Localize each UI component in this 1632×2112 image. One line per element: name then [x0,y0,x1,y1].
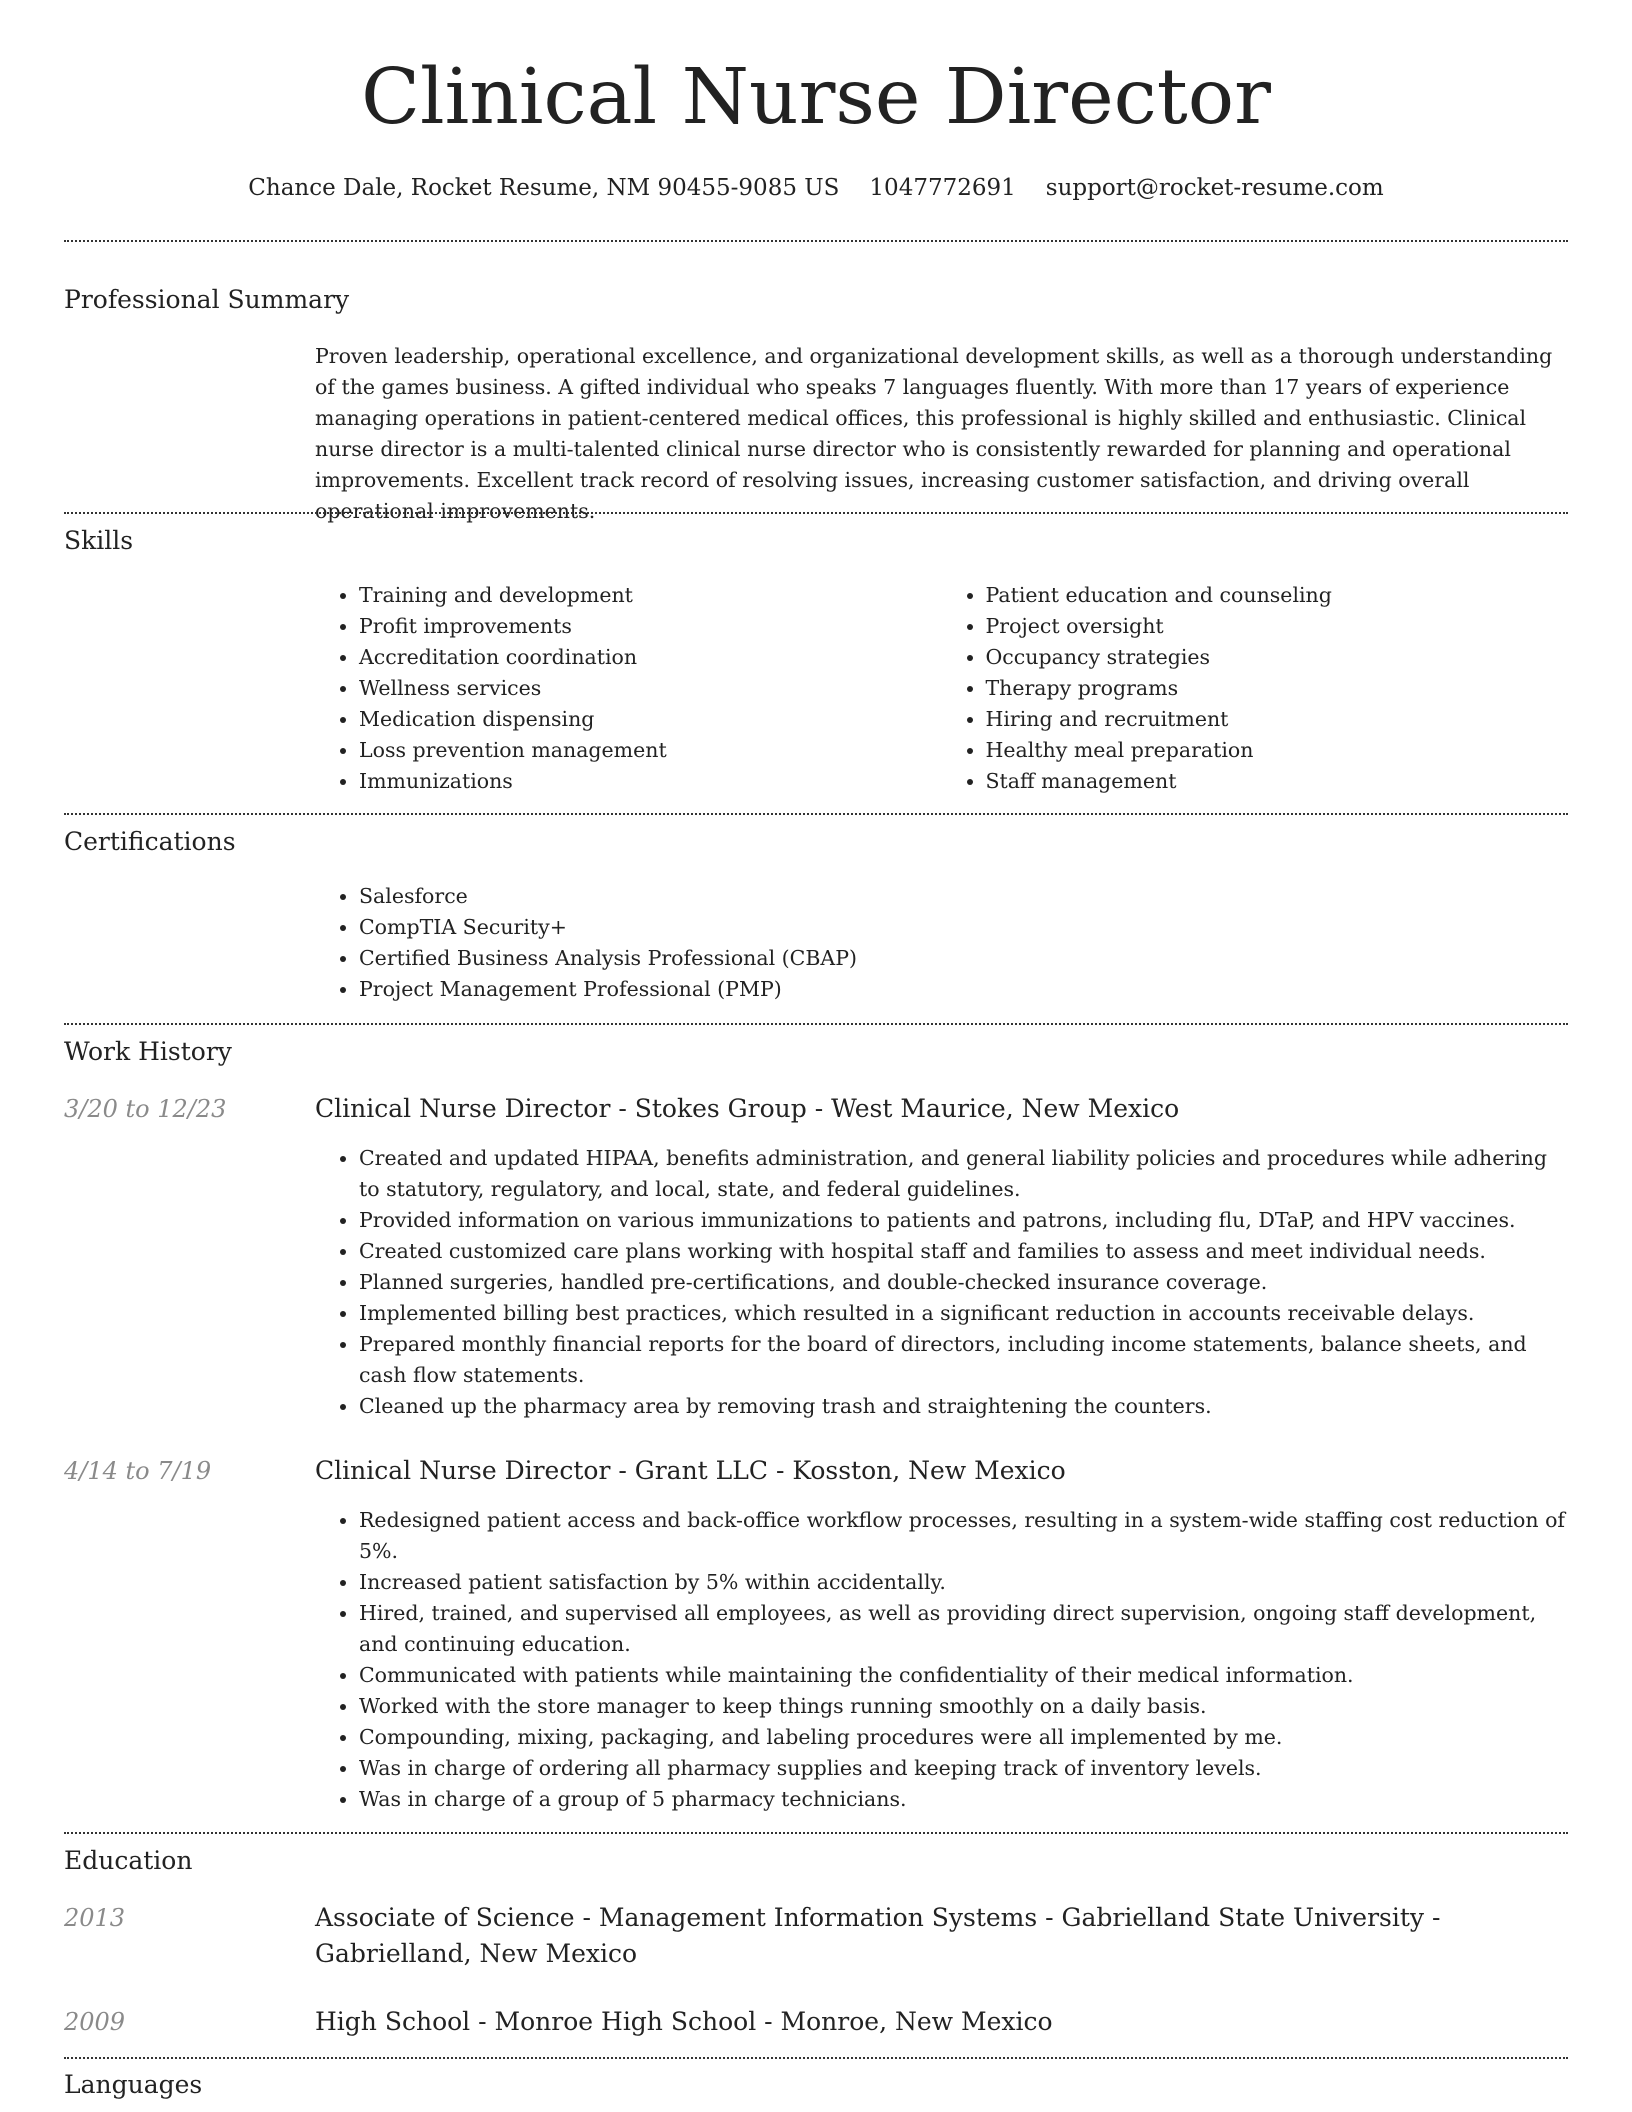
skill-item: • Therapy programs [986,673,1569,704]
job-title: Clinical Nurse Director - Stokes Group - West Maurice, New Mexico [315,1094,1180,1123]
skill-item: • Immunizations [359,766,942,797]
job-dates: 3/20 to 12/23 [64,1095,227,1123]
skills-column-right [942,580,1569,797]
certification-item: • Salesforce [359,881,1568,912]
certification-item: • Certified Business Analysis Professional (CBAP) [359,943,1568,974]
job-bullet: • Was in charge of ordering all pharmacy supplies and keeping track of inventory levels. [359,1753,1568,1784]
summary-section [315,341,1568,527]
job-bullet: • Increased patient satisfaction by 5% within accidentally. [359,1567,1568,1598]
job-bullet: • Created and updated HIPAA, benefits administration, and general liability policies and procedures while adhering to statutory, regulatory, and local, state, and federal guidelines. [359,1143,1568,1205]
resume-title: Clinical Nurse Director [361,53,1271,142]
summary-text: Proven leadership, operational excellence, and organizational development skills, as well as a thorough understanding of the games business. A gifted individual who speaks 7 languages fluently. With more than 17 years of experience managing operations in patient-centered medical offices, this professional is highly skilled and enthusiastic. Clinical nurse director is a multi-talented clinical nurse director who is consistently rewarded for planning and operational improvements. Excellent track record of resolving issues, increasing customer satisfaction, and driving overall operational improvements. [315,344,1553,523]
skill-item: • Project oversight [986,611,1569,642]
skill-item: • Staff management [986,766,1569,797]
job-bullet: • Redesigned patient access and back-office workflow processes, resulting in a system-wide staffing cost reduction of 5%. [359,1505,1568,1567]
contact-email: support@rocket-resume.com [1045,175,1384,201]
contact-phone: 1047772691 [869,175,1016,201]
skill-item: • Medication dispensing [359,704,942,735]
skill-item: • Healthy meal preparation [986,735,1569,766]
education-entry: Associate of Science - Management Information Systems - Gabrielland State University - Gabrielland, New Mexico [315,1903,1441,1968]
section-heading-education: Education [64,1846,193,1875]
skill-item: • Hiring and recruitment [986,704,1569,735]
job-bullet: • Implemented billing best practices, which resulted in a significant reduction in accounts receivable delays. [359,1298,1568,1329]
section-heading-certifications: Certifications [64,827,236,856]
job-bullet: • Cleaned up the pharmacy area by removing trash and straightening the counters. [359,1391,1568,1422]
education-entry: High School - Monroe High School - Monroe, New Mexico [315,2007,1053,2036]
skill-item: • Accreditation coordination [359,642,942,673]
job-bullet: • Prepared monthly financial reports for the board of directors, including income statements, balance sheets, and cash flow statements. [359,1329,1568,1391]
divider [64,1832,1568,1834]
skill-item: • Wellness services [359,673,942,704]
section-heading-skills: Skills [64,526,134,555]
certification-item: • Project Management Professional (PMP) [359,974,1568,1005]
job-bullet: • Planned surgeries, handled pre-certifications, and double-checked insurance coverage. [359,1267,1568,1298]
job-bullets [315,1505,1568,1815]
job-bullet: • Provided information on various immunizations to patients and patrons, including flu, DTaP, and HPV vaccines. [359,1205,1568,1236]
section-heading-languages: Languages [64,2070,203,2099]
skills-list [315,580,1568,797]
job-bullet: • Communicated with patients while maintaining the confidentiality of their medical information. [359,1660,1568,1691]
job-bullets [315,1143,1568,1422]
education-year: 2013 [64,1904,126,1932]
divider [64,240,1568,242]
skill-item: • Profit improvements [359,611,942,642]
divider [64,1023,1568,1025]
job-bullet: • Hired, trained, and supervised all employees, as well as providing direct supervision, ongoing staff development, and continuing education. [359,1598,1568,1660]
divider [64,512,1568,514]
certifications-list [315,881,1568,1005]
job-dates: 4/14 to 7/19 [64,1457,212,1485]
education-year: 2009 [64,2008,126,2036]
contact-line [64,170,1568,206]
skill-item: • Patient education and counseling [986,580,1569,611]
job-title: Clinical Nurse Director - Grant LLC - Kosston, New Mexico [315,1456,1066,1485]
divider [64,813,1568,815]
job-bullet: • Was in charge of a group of 5 pharmacy technicians. [359,1784,1568,1815]
skill-item: • Loss prevention management [359,735,942,766]
job-bullet: • Worked with the store manager to keep things running smoothly on a daily basis. [359,1691,1568,1722]
skill-item: • Training and development [359,580,942,611]
section-heading-summary: Professional Summary [64,285,350,314]
contact-address: Chance Dale, Rocket Resume, NM 90455-9085 US [248,175,840,201]
section-heading-work-history: Work History [64,1037,232,1066]
divider [64,2057,1568,2059]
certification-item: • CompTIA Security+ [359,912,1568,943]
job-bullet: • Created customized care plans working with hospital staff and families to assess and meet individual needs. [359,1236,1568,1267]
skills-column-left [315,580,942,797]
job-bullet: • Compounding, mixing, packaging, and labeling procedures were all implemented by me. [359,1722,1568,1753]
skill-item: • Occupancy strategies [986,642,1569,673]
